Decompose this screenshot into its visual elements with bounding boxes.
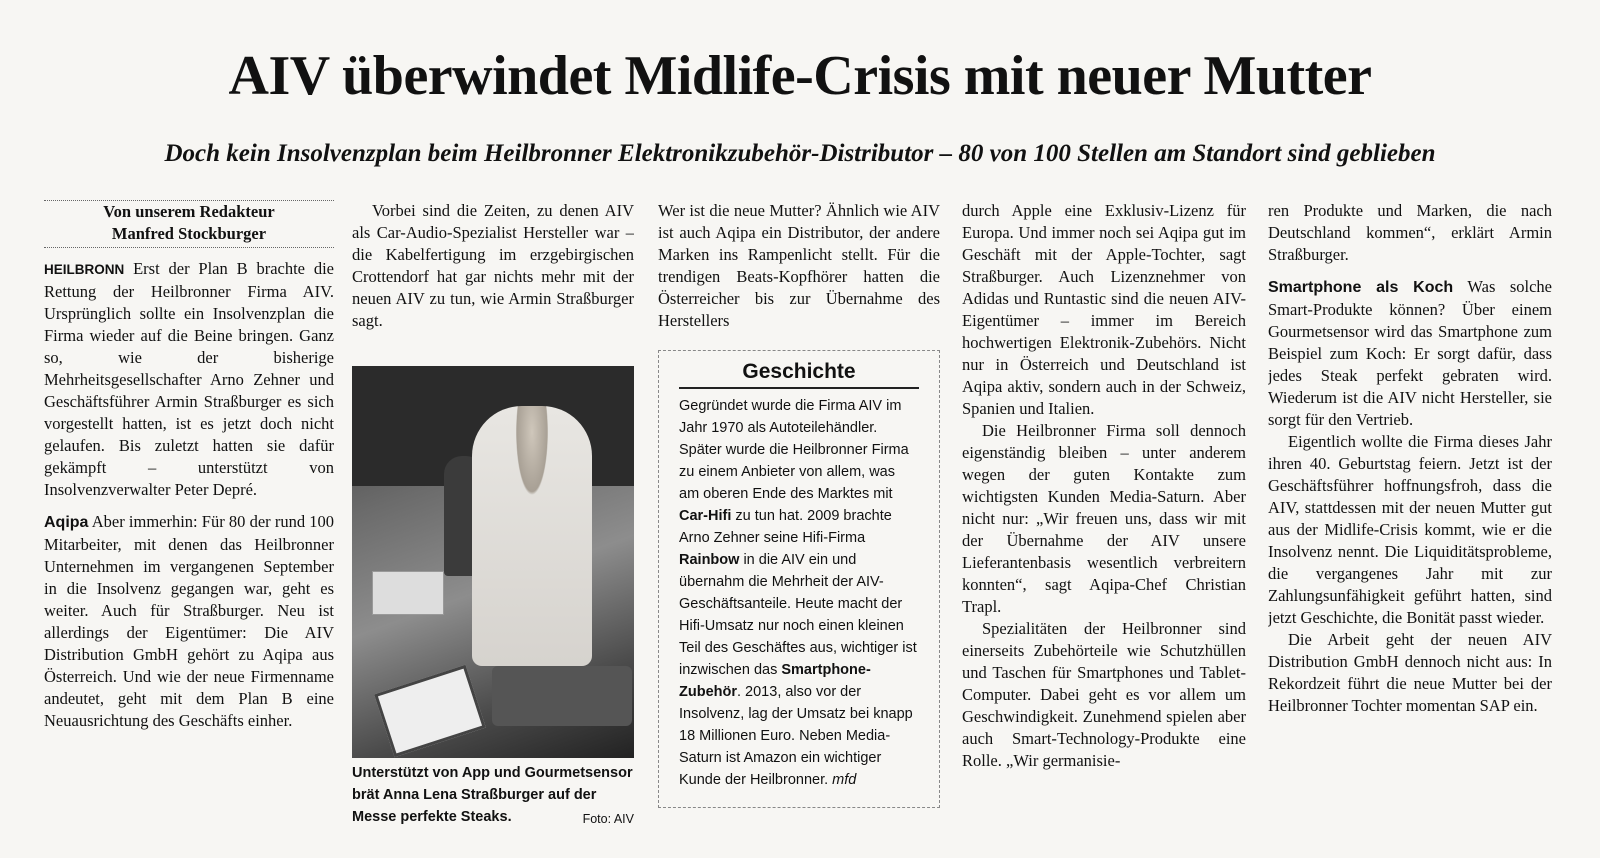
- author-initials: mfd: [832, 772, 857, 788]
- box-highlight: Smartphone-Zubehör: [679, 662, 871, 700]
- column-4: [962, 200, 1246, 840]
- photo-woman-figure: [472, 406, 592, 666]
- paragraph: [1268, 276, 1552, 431]
- paragraph: [44, 511, 334, 732]
- paragraph-text: Die Heilbronner Firma soll dennoch eigenständig bleiben – unter anderem wegen der guten Kontakte zum wichtigsten Kunden Media-Saturn. Aber nicht nur: „Wir freuen uns, dass wir mit der Übernahme der AIV unsere Lieferantenbasis wesentlich verbreitern konnten“, sagt Aqipa-Chef Christian Trapl.: [962, 421, 1246, 616]
- box-text-part: Gegründet wurde die Firma AIV im Jahr 1970 als Autoteilehändler. Später wurde die Heilbronner Firma zu einem Anbieter von allem, was am oberen Ende des Marktes mit: [679, 398, 909, 502]
- info-box: [658, 350, 940, 808]
- box-highlight: Car-Hifi: [679, 508, 732, 524]
- column-3: [658, 200, 940, 840]
- box-text-part: zu tun hat. 2009 brachte Arno Zehner seine Hifi-Firma: [679, 508, 892, 546]
- column-1: [44, 200, 334, 840]
- photo-credit: Foto: AIV: [582, 812, 634, 826]
- photo-sign: [372, 571, 444, 615]
- paragraph-text: Vorbei sind die Zeiten, zu denen AIV als Car-Audio-Spezialist Hersteller war – die Kabelfertigung im erzgebirgischen Crottendorf hat gar nichts mehr mit der neuen AIV zu tun, wie Armin Straßburger sagt.: [352, 201, 634, 330]
- subheadline: Doch kein Insolvenzplan beim Heilbronner Elektronikzubehör-Distributor – 80 von 100 Stellen am Standort sind geblieben: [164, 140, 1436, 167]
- box-text-part: in die AIV ein und übernahm die Mehrheit der AIV-Geschäftsanteile. Heute macht der Hifi-Umsatz nur noch einen kleinen Teil des Geschäftes aus, wichtiger ist inzwischen das: [679, 552, 917, 678]
- byline-author: Manfred Stockburger: [111, 224, 267, 243]
- caption-text: Unterstützt von App und Gourmetsensor brät Anna Lena Straßburger auf der Messe perfekte Steaks.: [352, 765, 633, 825]
- paragraph-text: Spezialitäten der Heilbronner sind einerseits Zubehörteile wie Schutzhüllen und Taschen für Smartphones und Tablet-Computer. Dabei geht es vor allem um Geschwindigkeit. Zunehmend spielen aber auch Smart-Technology-Produkte eine Rolle. „Wir germanisie-: [962, 619, 1246, 770]
- article-photo: [352, 366, 634, 758]
- headline: AIV überwindet Midlife-Crisis mit neuer Mutter: [228, 45, 1372, 107]
- section-lead: Smartphone als Koch: [1268, 279, 1454, 296]
- paragraph-text: ren Produkte und Marken, die nach Deutschland kommen“, erklärt Armin Straßburger.: [1268, 201, 1552, 264]
- dateline: HEILBRONN: [44, 262, 125, 277]
- paragraph-text: Was solche Smart-Produkte können? Über einem Gourmetsensor wird das Smartphone zum Beispiel zum Koch: Er sorgt dafür, dass jedes Steak perfekt gebraten wird. Wiederum ist die AIV nicht Hersteller, sie sorgt für den Vertrieb.: [1268, 277, 1552, 429]
- photo-caption: [352, 762, 634, 828]
- byline: [44, 200, 334, 248]
- box-text-part: . 2013, also vor der Insolvenz, lag der Umsatz bei knapp 18 Millionen Euro. Neben Media-Saturn ist Amazon ein wichtiger Kunde der Heilbronner.: [679, 684, 913, 788]
- box-highlight: Rainbow: [679, 552, 740, 568]
- info-box-text: [679, 395, 919, 791]
- photo-tablet: [374, 665, 486, 757]
- photo-grill: [492, 666, 632, 726]
- byline-line-1: Von unserem Redakteur: [103, 202, 275, 221]
- paragraph-text: Die Arbeit geht der neuen AIV Distribution GmbH dennoch nicht aus: In Rekordzeit führt die neue Mutter bei der Heilbronner Tochter momentan SAP ein.: [1268, 630, 1552, 715]
- paragraph-text: Wer ist die neue Mutter? Ähnlich wie AIV ist auch Aqipa ein Distributor, der andere Marken ins Rampenlicht stellt. Für die trendigen Beats-Kopfhörer hatten die Österreicher bis zur Übernahme des Herstellers: [658, 201, 940, 330]
- info-box-title: Geschichte: [679, 359, 919, 389]
- column-5: [1268, 200, 1552, 840]
- column-2: [352, 200, 634, 840]
- paragraph-text: Erst der Plan B brachte die Rettung der Heilbronner Firma AIV. Ursprünglich sollte ein Insolvenzplan die Firma wieder auf die Beine bringen. Ganz so, wie der bisherige Mehrheitsgesellschafter Arno Zehner und Geschäftsführer Armin Straßburger es sich vorgestellt hatten, ist es jetzt doch nicht gelaufen. Bis zuletzt hatten sie dafür gekämpft – unterstützt von Insolvenzverwalter Peter Depré.: [44, 259, 334, 499]
- paragraph-text: durch Apple eine Exklusiv-Lizenz für Europa. Und immer noch sei Aqipa gut im Geschäft mit der Apple-Tochter, sagt Straßburger. Auch Lizenznehmer von Adidas und Runtastic sind die neuen AIV-Eigentümer – immer im Bereich hochwertigen Elektronik-Zubehörs. Nicht nur in Österreich und Deutschland ist Aqipa aktiv, sondern auch in der Schweiz, Spanien und Italien.: [962, 201, 1246, 418]
- paragraph-text: Aber immerhin: Für 80 der rund 100 Mitarbeiter, mit denen das Heilbronner Unternehmen im vergangenen September in die Insolvenz gegangen war, geht es weiter. Auch für Straßburger. Neu ist allerdings der Eigentümer: Die AIV Distribution GmbH gehört zu Aqipa aus Österreich. Und wie der neue Firmenname andeutet, geht mit dem Plan B eine Neuausrichtung des Geschäfts einher.: [44, 512, 334, 730]
- paragraph: [44, 258, 334, 501]
- paragraph-text: Eigentlich wollte die Firma dieses Jahr ihren 40. Geburtstag feiern. Jetzt ist der Geschäftsführer hoffnungsfroh, dass die AIV, stattdessen mit der neuen Mutter gut aus der Midlife-Crisis kommt, wie er die Insolvenz nennt. Die Liquiditätsprobleme, die vergangenes Jahr mit zur Zahlungsunfähigkeit geführt hatten, sind jetzt Geschichte, die Bonität passt wieder.: [1268, 432, 1552, 627]
- section-lead: Aqipa: [44, 514, 89, 531]
